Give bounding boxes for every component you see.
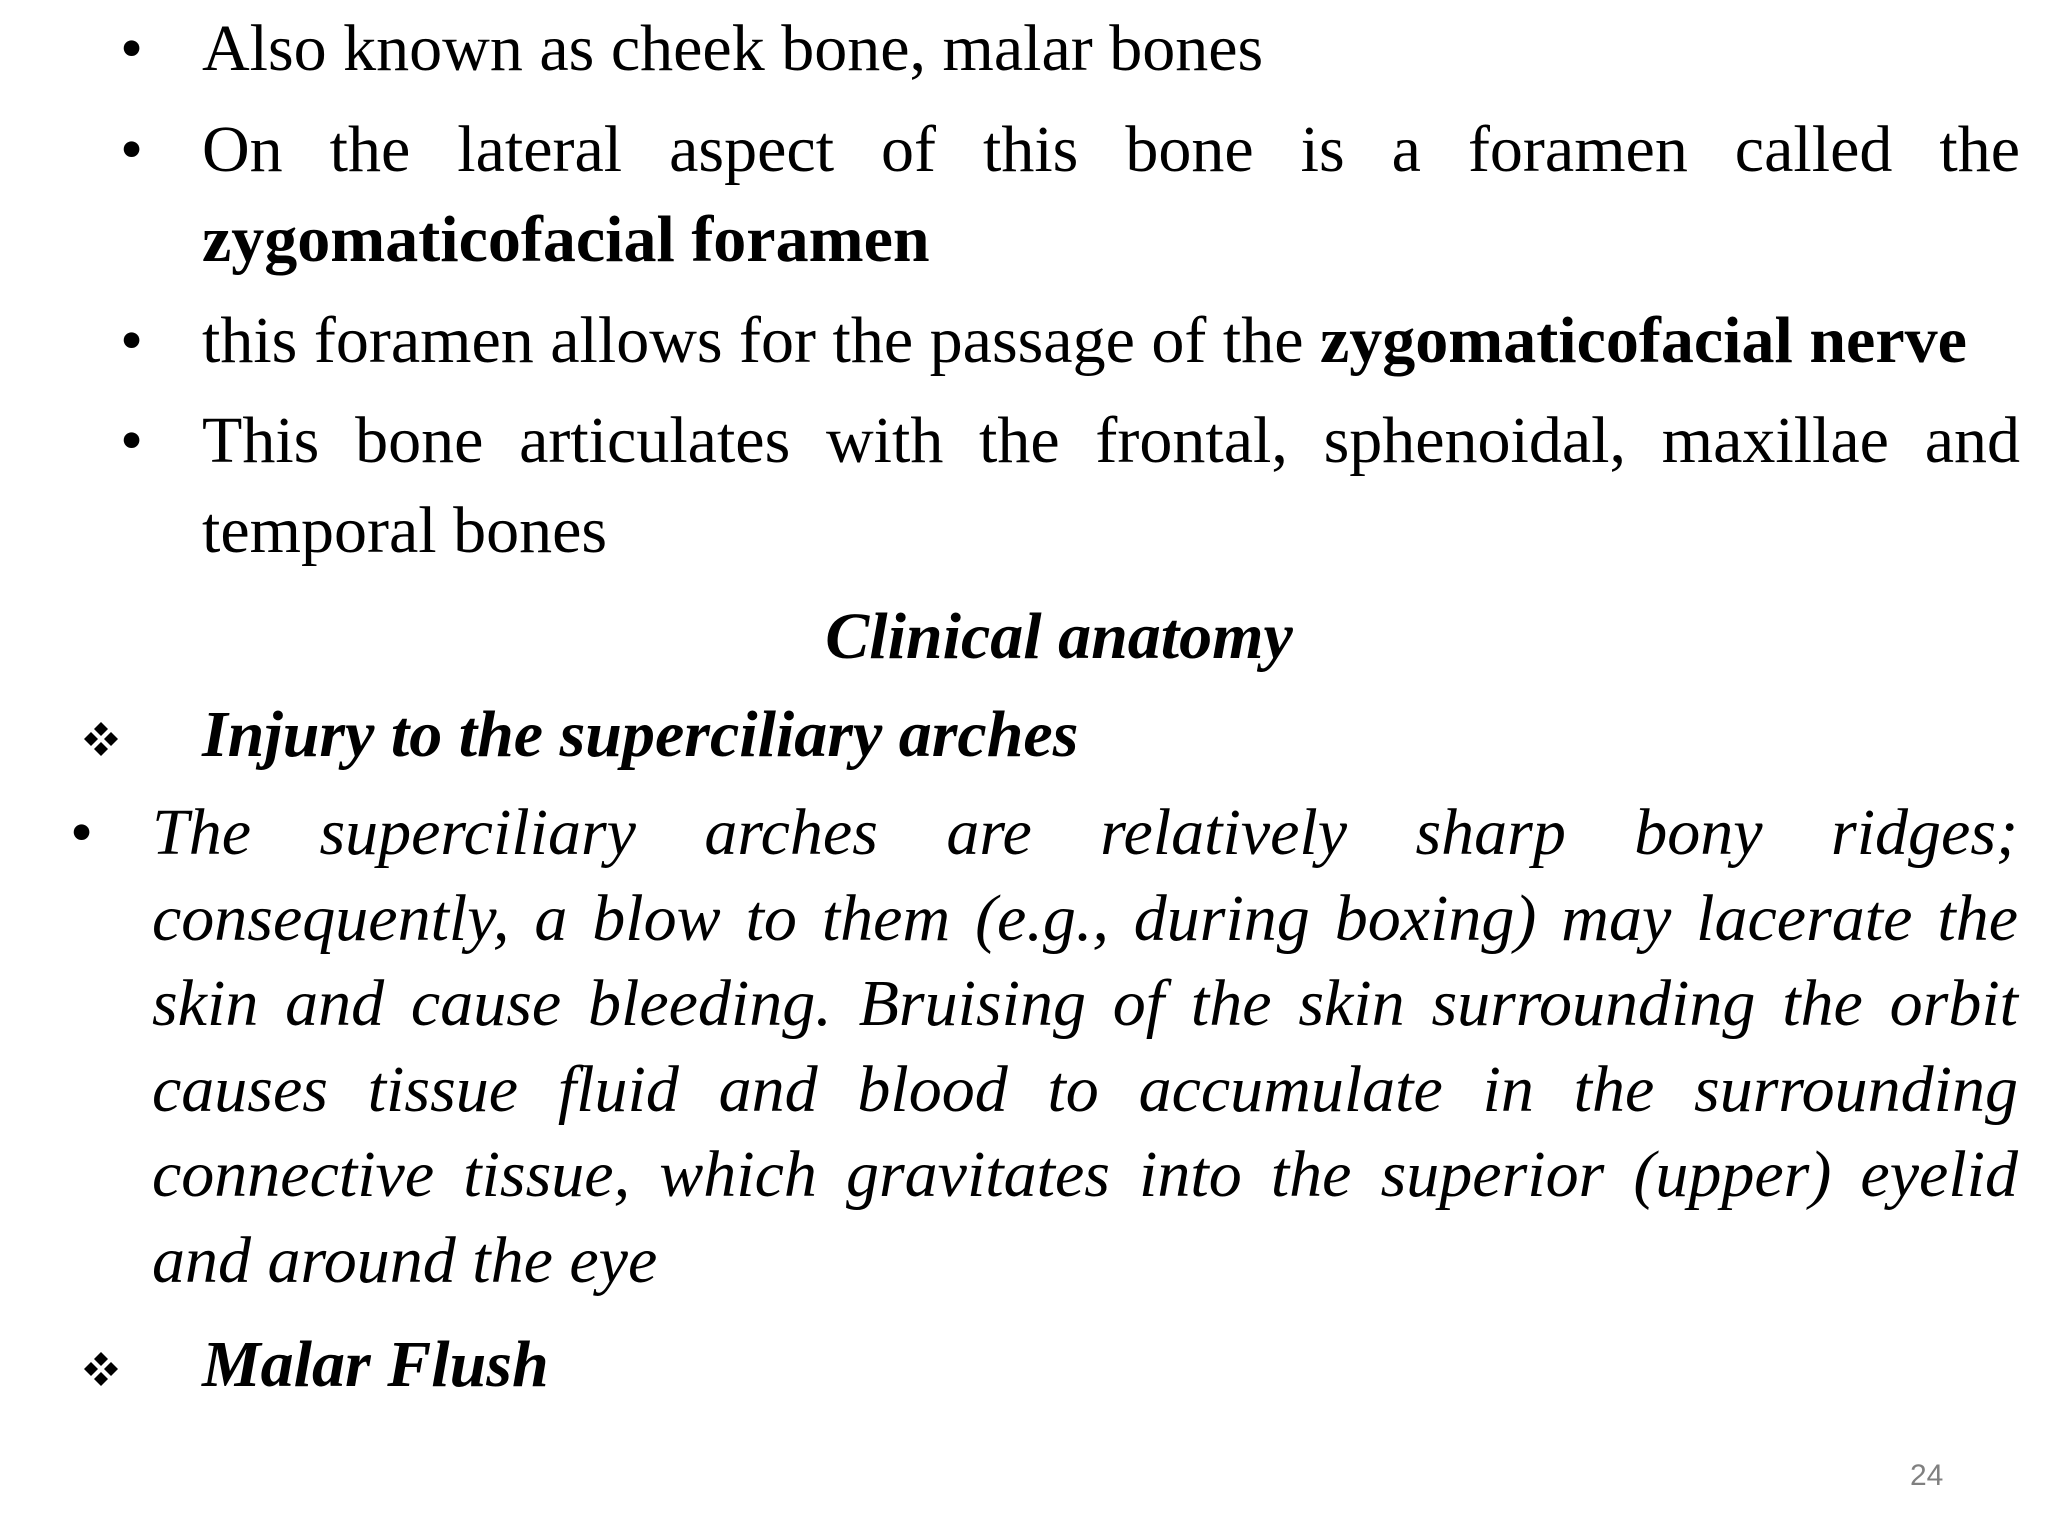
paragraph-line: The superciliary arches are relatively sharp bony ridges; [152, 796, 2018, 869]
bullet-text-line: This bone articulates with the frontal, sphenoidal, maxillae and [202, 404, 2020, 477]
page-number: 24 [1910, 1459, 1944, 1492]
paragraph-line: and around the eye [152, 1223, 658, 1297]
paragraph-line: consequently, a blow to them (e.g., during boxing) may lacerate the [152, 881, 2018, 955]
clinical-heading-label: Malar Flush [202, 1328, 549, 1401]
paragraph-line: skin and cause bleeding. Bruising of the skin surrounding the orbit [152, 967, 2018, 1040]
paragraph-line: connective tissue, which gravitates into the superior (upper) eyelid [152, 1138, 2018, 1211]
bullet-bold-term: zygomaticofacial foramen [202, 203, 930, 276]
bullet-text-line: temporal bones [202, 494, 608, 567]
bullet-text-line: On the lateral aspect of this bone is a foramen called the [202, 113, 2020, 186]
bullet-text: Also known as cheek bone, malar bones [202, 12, 1264, 85]
bullet-icon: • [120, 113, 144, 186]
bullet-bold-term: zygomaticofacial nerve [1320, 304, 1967, 377]
paragraph-line: causes tissue fluid and blood to accumulate in the surrounding [152, 1052, 2018, 1126]
four-diamond-bullet-icon [78, 690, 124, 780]
bullet-text [202, 296, 2020, 386]
bullet-icon: • [120, 304, 144, 377]
four-diamond-bullet-icon [78, 1320, 124, 1410]
paragraph-text [152, 790, 2018, 1303]
section-title: Clinical anatomy [825, 600, 1293, 673]
bullet-icon: • [120, 12, 144, 85]
bullet-text [202, 105, 2020, 285]
bullet-text [202, 396, 2020, 576]
bullet-text-plain: this foramen allows for the passage of the [202, 304, 1321, 377]
bullet-icon: • [120, 404, 144, 477]
clinical-heading-label: Injury to the superciliary arches [202, 698, 1079, 771]
bullet-icon: • [70, 796, 94, 869]
